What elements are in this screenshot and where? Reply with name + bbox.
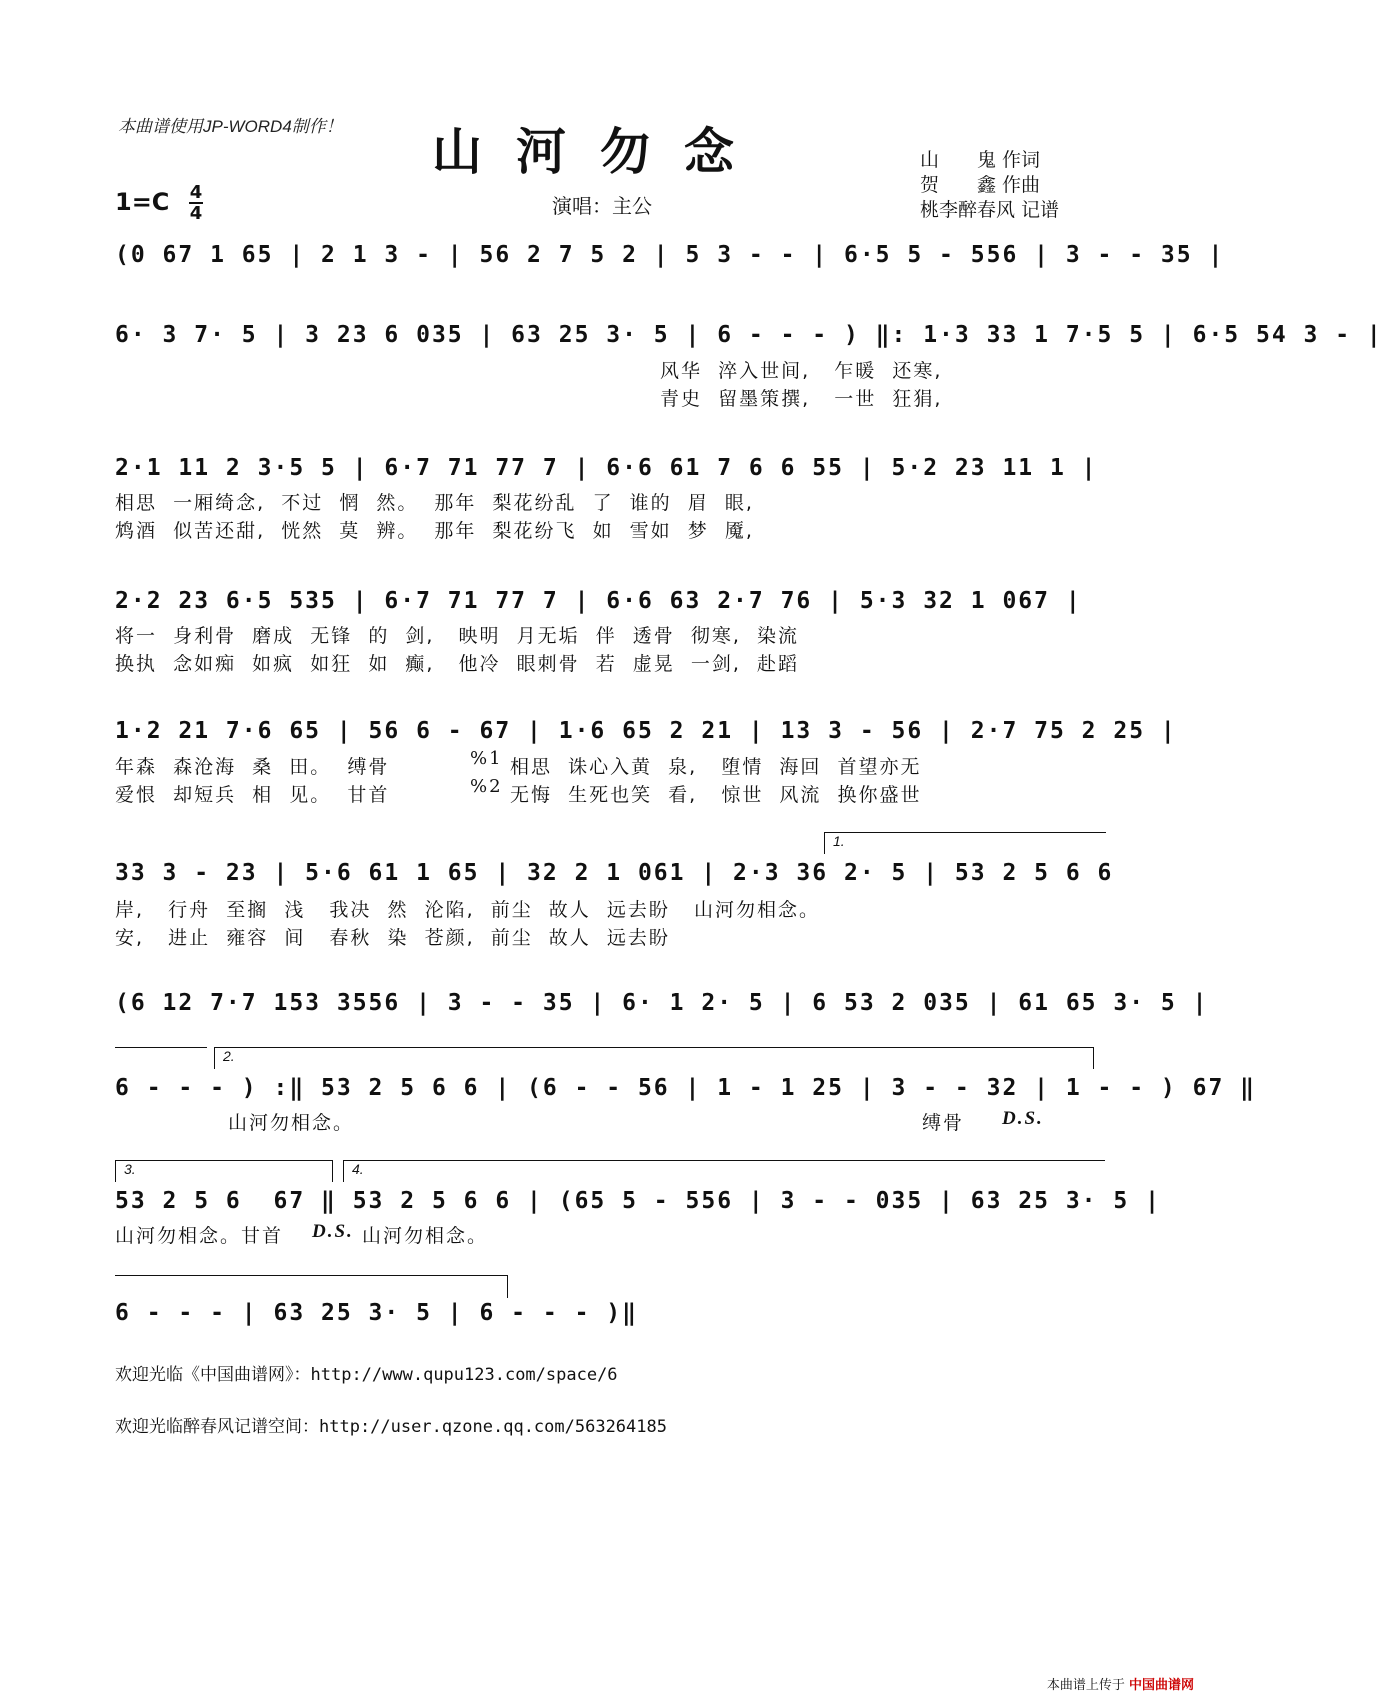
ds-marker-1: D.S.: [1002, 1108, 1044, 1129]
lyrics-row-8-a: 山河勿相念。: [228, 1112, 355, 1134]
score-row-1: (0 67 1 65 | 2 1 3 - | 56 2 7 5 2 | 5 3 - - | 6·5 5 - 556 | 3 - - 35 |: [115, 242, 1225, 268]
volta-3: 3.: [115, 1160, 333, 1182]
score-row-4: 2·2 23 6·5 535 | 6·7 71 77 7 | 6·6 63 2·7 76 | 5·3 32 1 067 |: [115, 588, 1082, 614]
lyrics-row-2-verse-1: 风华 淬入世间, 乍暖 还寒,: [660, 360, 943, 382]
time-top: 4: [189, 182, 203, 203]
lyrics-row-4-verse-2: 换执 念如痴 如疯 如狂 如 癫, 他冷 眼刺骨 若 虚晃 一剑, 赴蹈: [115, 653, 799, 675]
coda-bracket: [115, 1275, 508, 1298]
score-row-2: 6· 3 7· 5 | 3 23 6 035 | 63 25 3· 5 | 6 - - - ) ‖: 1·3 33 1 7·5 5 | 6·5 54 3 - |: [115, 322, 1383, 348]
lyrics-row-6-verse-1: 岸, 行舟 至搁 浅 我决 然 沦陷, 前尘 故人 远去盼 山河勿相念。: [115, 899, 820, 921]
volta-2: 2.: [214, 1047, 1094, 1069]
lyrics-row-9-b: 山河勿相念。: [362, 1225, 489, 1247]
lyrics-row-5-verse-2-cont: 无悔 生死也笑 看, 惊世 风流 换你盛世: [510, 784, 922, 806]
score-row-3: 2·1 11 2 3·5 5 | 6·7 71 77 7 | 6·6 61 7 6 6 55 | 5·2 23 11 1 |: [115, 455, 1098, 481]
score-row-7: (6 12 7·7 153 3556 | 3 - - 35 | 6· 1 2· 5 | 6 53 2 035 | 61 65 3· 5 |: [115, 990, 1209, 1016]
volta-4: 4.: [343, 1160, 1105, 1182]
song-title: 山河勿念: [432, 122, 768, 181]
software-note: 本曲谱使用JP-WORD4制作！: [118, 117, 343, 136]
time-signature: [189, 184, 203, 222]
upload-note: 本曲谱上传于: [1046, 1678, 1125, 1693]
site-logo: 中国曲谱网: [1128, 1678, 1194, 1693]
footer-link-1[interactable]: 欢迎光临《中国曲谱网》：http://www.qupu123.com/space/6: [115, 1365, 618, 1385]
lyrics-row-9-a: 山河勿相念。甘首: [115, 1225, 284, 1247]
score-row-6: 33 3 - 23 | 5·6 61 1 65 | 32 2 1 061 | 2·3 36 2· 5 | 53 2 5 6 6: [115, 860, 1114, 886]
segno-2: %2: [470, 776, 503, 797]
upload-credit: [1047, 1674, 1194, 1693]
volta-line-left: [115, 1047, 207, 1048]
singer: 演唱：主公: [552, 194, 652, 218]
lyrics-row-5-verse-1-cont: 相思 诛心入黄 泉, 堕情 海回 首望亦无: [510, 756, 922, 778]
score-row-5: 1·2 21 7·6 65 | 56 6 - 67 | 1·6 65 2 21 | 13 3 - 56 | 2·7 75 2 25 |: [115, 718, 1177, 744]
ds-marker-2: D.S.: [312, 1221, 354, 1242]
lyrics-row-3-verse-2: 鸩酒 似苦还甜, 恍然 莫 辨。 那年 梨花纷飞 如 雪如 梦 魇,: [115, 520, 754, 542]
volta-1: 1.: [824, 832, 1106, 854]
lyrics-row-5-verse-1: 年森 森沧海 桑 田。 缚骨: [115, 756, 390, 778]
lyrics-row-3-verse-1: 相思 一厢绮念, 不过 惘 然。 那年 梨花纷乱 了 谁的 眉 眼,: [115, 492, 754, 514]
credits: 山 鬼 作词 贺 鑫 作曲 桃李醉春风 记谱: [920, 149, 1060, 221]
lyrics-row-4-verse-1: 将一 身利骨 磨成 无锋 的 剑, 映明 月无垢 伴 透骨 彻寒, 染流: [115, 625, 799, 647]
lyrics-row-6-verse-2: 安, 进止 雍容 间 春秋 染 苍颜, 前尘 故人 远去盼: [115, 927, 670, 949]
lyrics-row-2-verse-2: 青史 留墨策撰, 一世 狂狷,: [660, 388, 943, 410]
score-row-10: 6 - - - | 63 25 3· 5 | 6 - - - )‖: [115, 1300, 638, 1326]
time-bottom: 4: [189, 203, 203, 224]
lyrics-row-5-verse-2: 爱恨 却短兵 相 见。 甘首: [115, 784, 390, 806]
score-row-8: 6 - - - ) :‖ 53 2 5 6 6 | (6 - - 56 | 1 - 1 25 | 3 - - 32 | 1 - - ) 67 ‖: [115, 1075, 1256, 1101]
segno-1: %1: [470, 748, 503, 769]
footer-link-2[interactable]: 欢迎光临醉春风记谱空间：http://user.qzone.qq.com/563264185: [115, 1417, 667, 1437]
lyrics-row-8-b: 缚骨: [922, 1112, 965, 1134]
key-signature: 1=C: [115, 188, 170, 216]
score-row-9: 53 2 5 6 67 ‖ 53 2 5 6 6 | (65 5 - 556 | 3 - - 035 | 63 25 3· 5 |: [115, 1188, 1161, 1214]
